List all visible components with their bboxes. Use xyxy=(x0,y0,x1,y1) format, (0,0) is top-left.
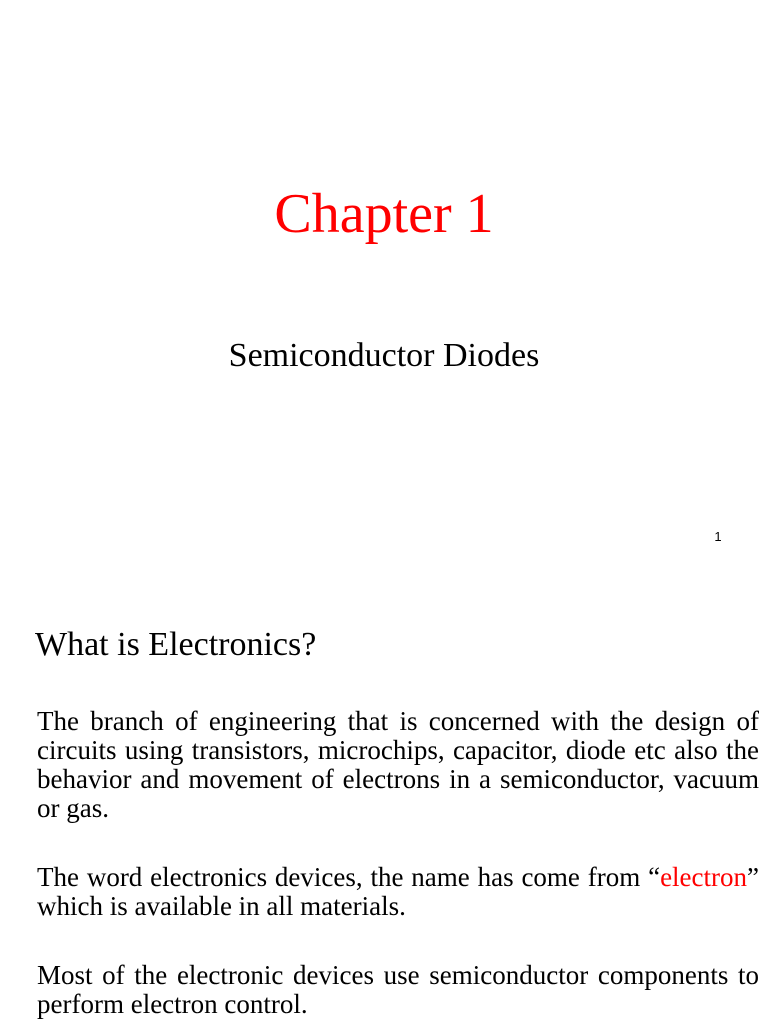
paragraph-definition: The branch of engineering that is concerned with the design of circuits using transistors, microchips, capacitor, diode etc also the behavior and movement of electrons in a semiconductor, vacuum or gas. xyxy=(37,706,759,823)
section-heading: What is Electronics? xyxy=(35,626,317,663)
content-slide xyxy=(0,580,768,1024)
paragraph-word-origin-after: ” which is available in all materials. xyxy=(37,862,759,921)
page-number: 1 xyxy=(714,529,722,544)
paragraph-semiconductor-components: Most of the electronic devices use semiconductor components to perform electron control. xyxy=(37,960,759,1019)
paragraph-word-origin-before: The word electronics devices, the name has come from “ xyxy=(37,862,661,892)
chapter-subtitle: Semiconductor Diodes xyxy=(228,337,540,374)
chapter-title: Chapter 1 xyxy=(274,183,494,245)
paragraph-word-origin xyxy=(37,863,759,921)
highlighted-word-electron: electron xyxy=(660,862,748,892)
